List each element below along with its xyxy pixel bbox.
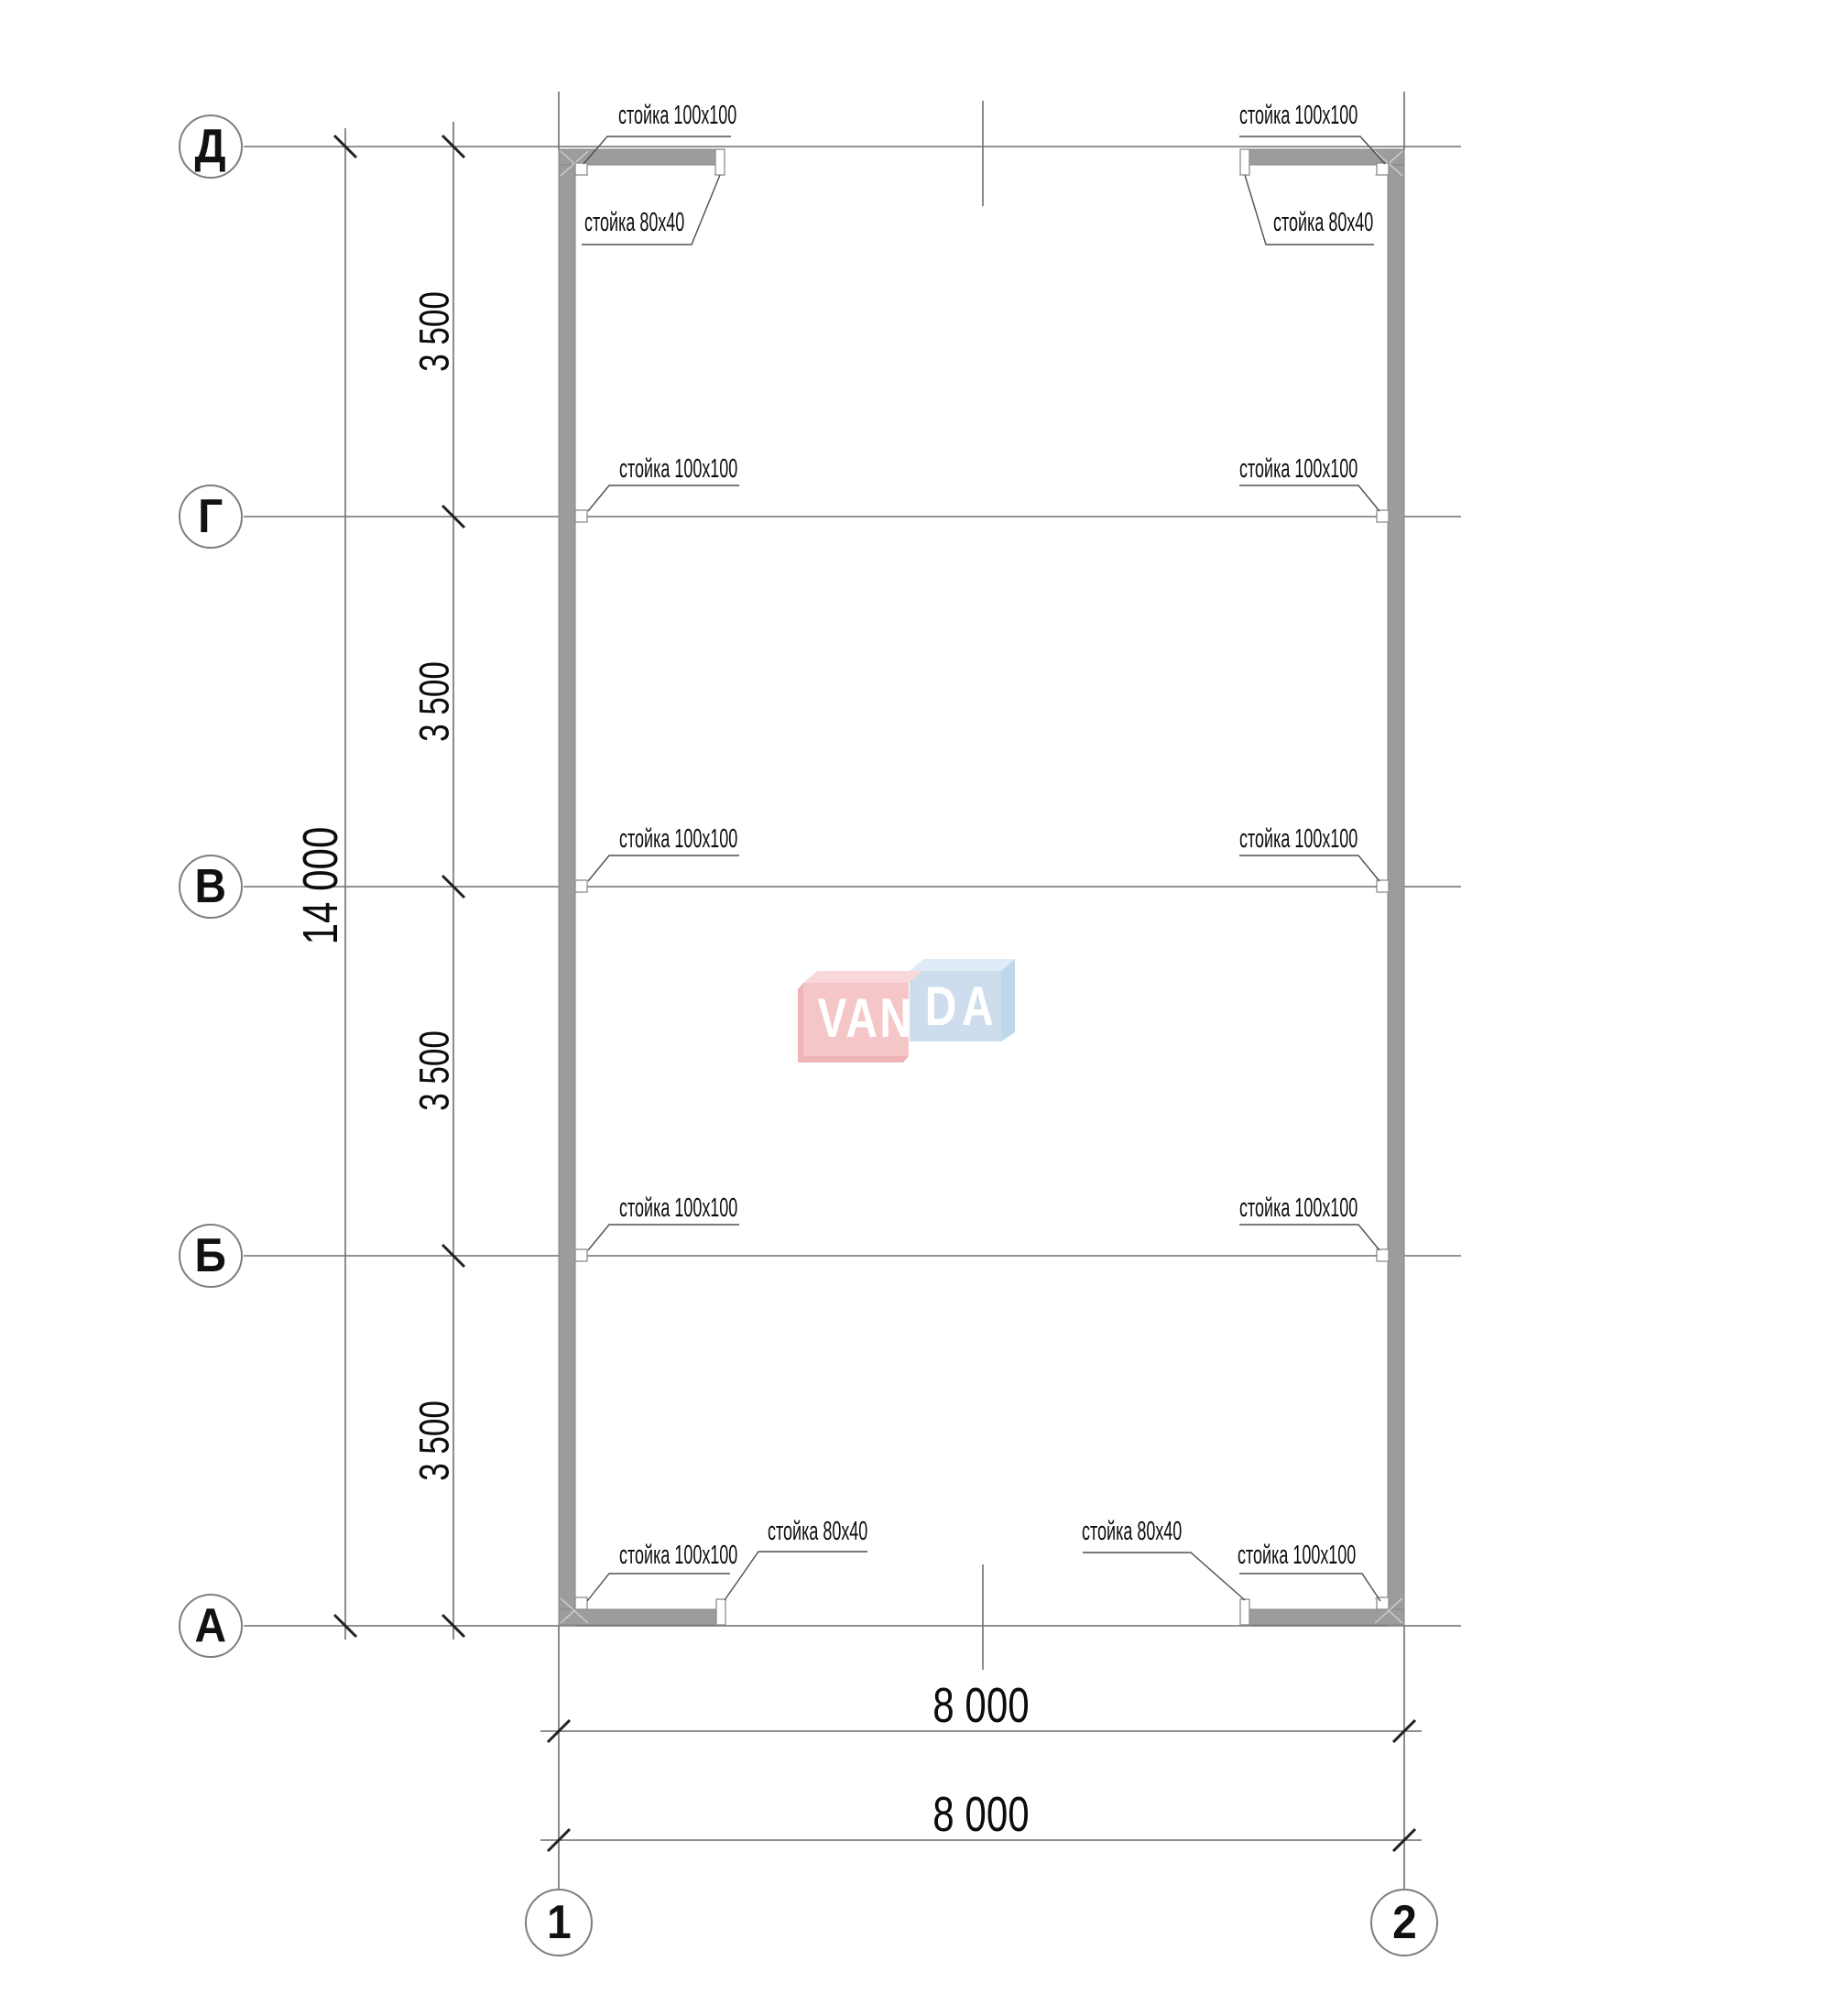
axis-bubble-row-g xyxy=(179,485,243,549)
label-post80-bottom-left: стойка 80x40 xyxy=(768,1517,868,1546)
axis-label: 2 xyxy=(1391,1896,1417,1949)
label-post80-bottom-right: стойка 80x40 xyxy=(1082,1517,1183,1546)
label-post100-right-g: стойка 100x100 xyxy=(1239,454,1358,484)
axis-bubble-row-b xyxy=(179,1224,243,1288)
axis-label: А xyxy=(194,1599,227,1652)
watermark-pink-bottom-face xyxy=(798,1056,909,1062)
axis-bubble-row-v xyxy=(179,855,243,919)
label-post100-top-left: стойка 100x100 xyxy=(618,101,737,130)
post-100-right-b xyxy=(1377,1249,1389,1261)
label-post80-top-right: стойка 80x40 xyxy=(1273,208,1374,237)
watermark-pink-top-face xyxy=(803,971,922,983)
label-post100-left-v: стойка 100x100 xyxy=(619,824,738,854)
watermark-blue-top-face xyxy=(910,959,1015,971)
axis-label: Д xyxy=(194,120,227,173)
label-post100-right-b: стойка 100x100 xyxy=(1239,1193,1358,1223)
post-80-top-right xyxy=(1240,149,1249,175)
wall-left xyxy=(559,149,575,1626)
label-post100-right-v: стойка 100x100 xyxy=(1239,824,1358,854)
post-80-bottom-left xyxy=(716,1599,725,1625)
label-post100-bottom-left: стойка 100x100 xyxy=(619,1541,738,1570)
wall-right xyxy=(1388,149,1404,1626)
dim-span-top: 8 000 xyxy=(932,1678,1030,1733)
axis-label: 1 xyxy=(546,1896,572,1949)
dim-segment-v-b: 3 500 xyxy=(410,1030,458,1111)
dim-segment-b-a: 3 500 xyxy=(410,1400,458,1481)
axis-label: Г xyxy=(198,490,224,543)
walls xyxy=(559,149,1404,1626)
post-100-left-d xyxy=(575,163,587,175)
watermark-blue-side-face xyxy=(1001,959,1015,1041)
axis-bubble-row-a xyxy=(179,1594,243,1658)
post-100-right-g xyxy=(1377,510,1389,522)
label-post100-left-b: стойка 100x100 xyxy=(619,1193,738,1223)
axis-label: Б xyxy=(194,1229,227,1282)
label-post80-top-left: стойка 80x40 xyxy=(584,208,685,237)
axis-bubble-col-1 xyxy=(525,1889,593,1956)
dim-segment-g-v: 3 500 xyxy=(410,661,458,742)
watermark-pink-left-face xyxy=(798,983,803,1062)
label-post100-left-g: стойка 100x100 xyxy=(619,454,738,484)
post-100-right-d xyxy=(1377,163,1389,175)
label-post100-top-right: стойка 100x100 xyxy=(1239,101,1358,130)
dim-total-vertical: 14 000 xyxy=(293,826,348,945)
post-100-left-a xyxy=(575,1597,587,1609)
watermark-text-van: VAN xyxy=(817,987,914,1049)
label-post100-bottom-right: стойка 100x100 xyxy=(1238,1541,1357,1570)
post-100-right-v xyxy=(1377,880,1389,892)
dim-segment-d-g: 3 500 xyxy=(410,291,458,372)
dim-span-bottom: 8 000 xyxy=(932,1787,1030,1842)
post-100-left-b xyxy=(575,1249,587,1261)
post-100-left-g xyxy=(575,510,587,522)
post-80-bottom-right xyxy=(1240,1599,1249,1625)
axis-bubble-row-d xyxy=(179,114,243,179)
axis-bubble-col-2 xyxy=(1370,1889,1438,1956)
post-80-top-left xyxy=(715,149,725,175)
watermark-text-da: DA xyxy=(924,975,999,1037)
axis-label: В xyxy=(194,860,227,913)
annotation-leaders xyxy=(582,136,1385,1601)
post-100-left-v xyxy=(575,880,587,892)
